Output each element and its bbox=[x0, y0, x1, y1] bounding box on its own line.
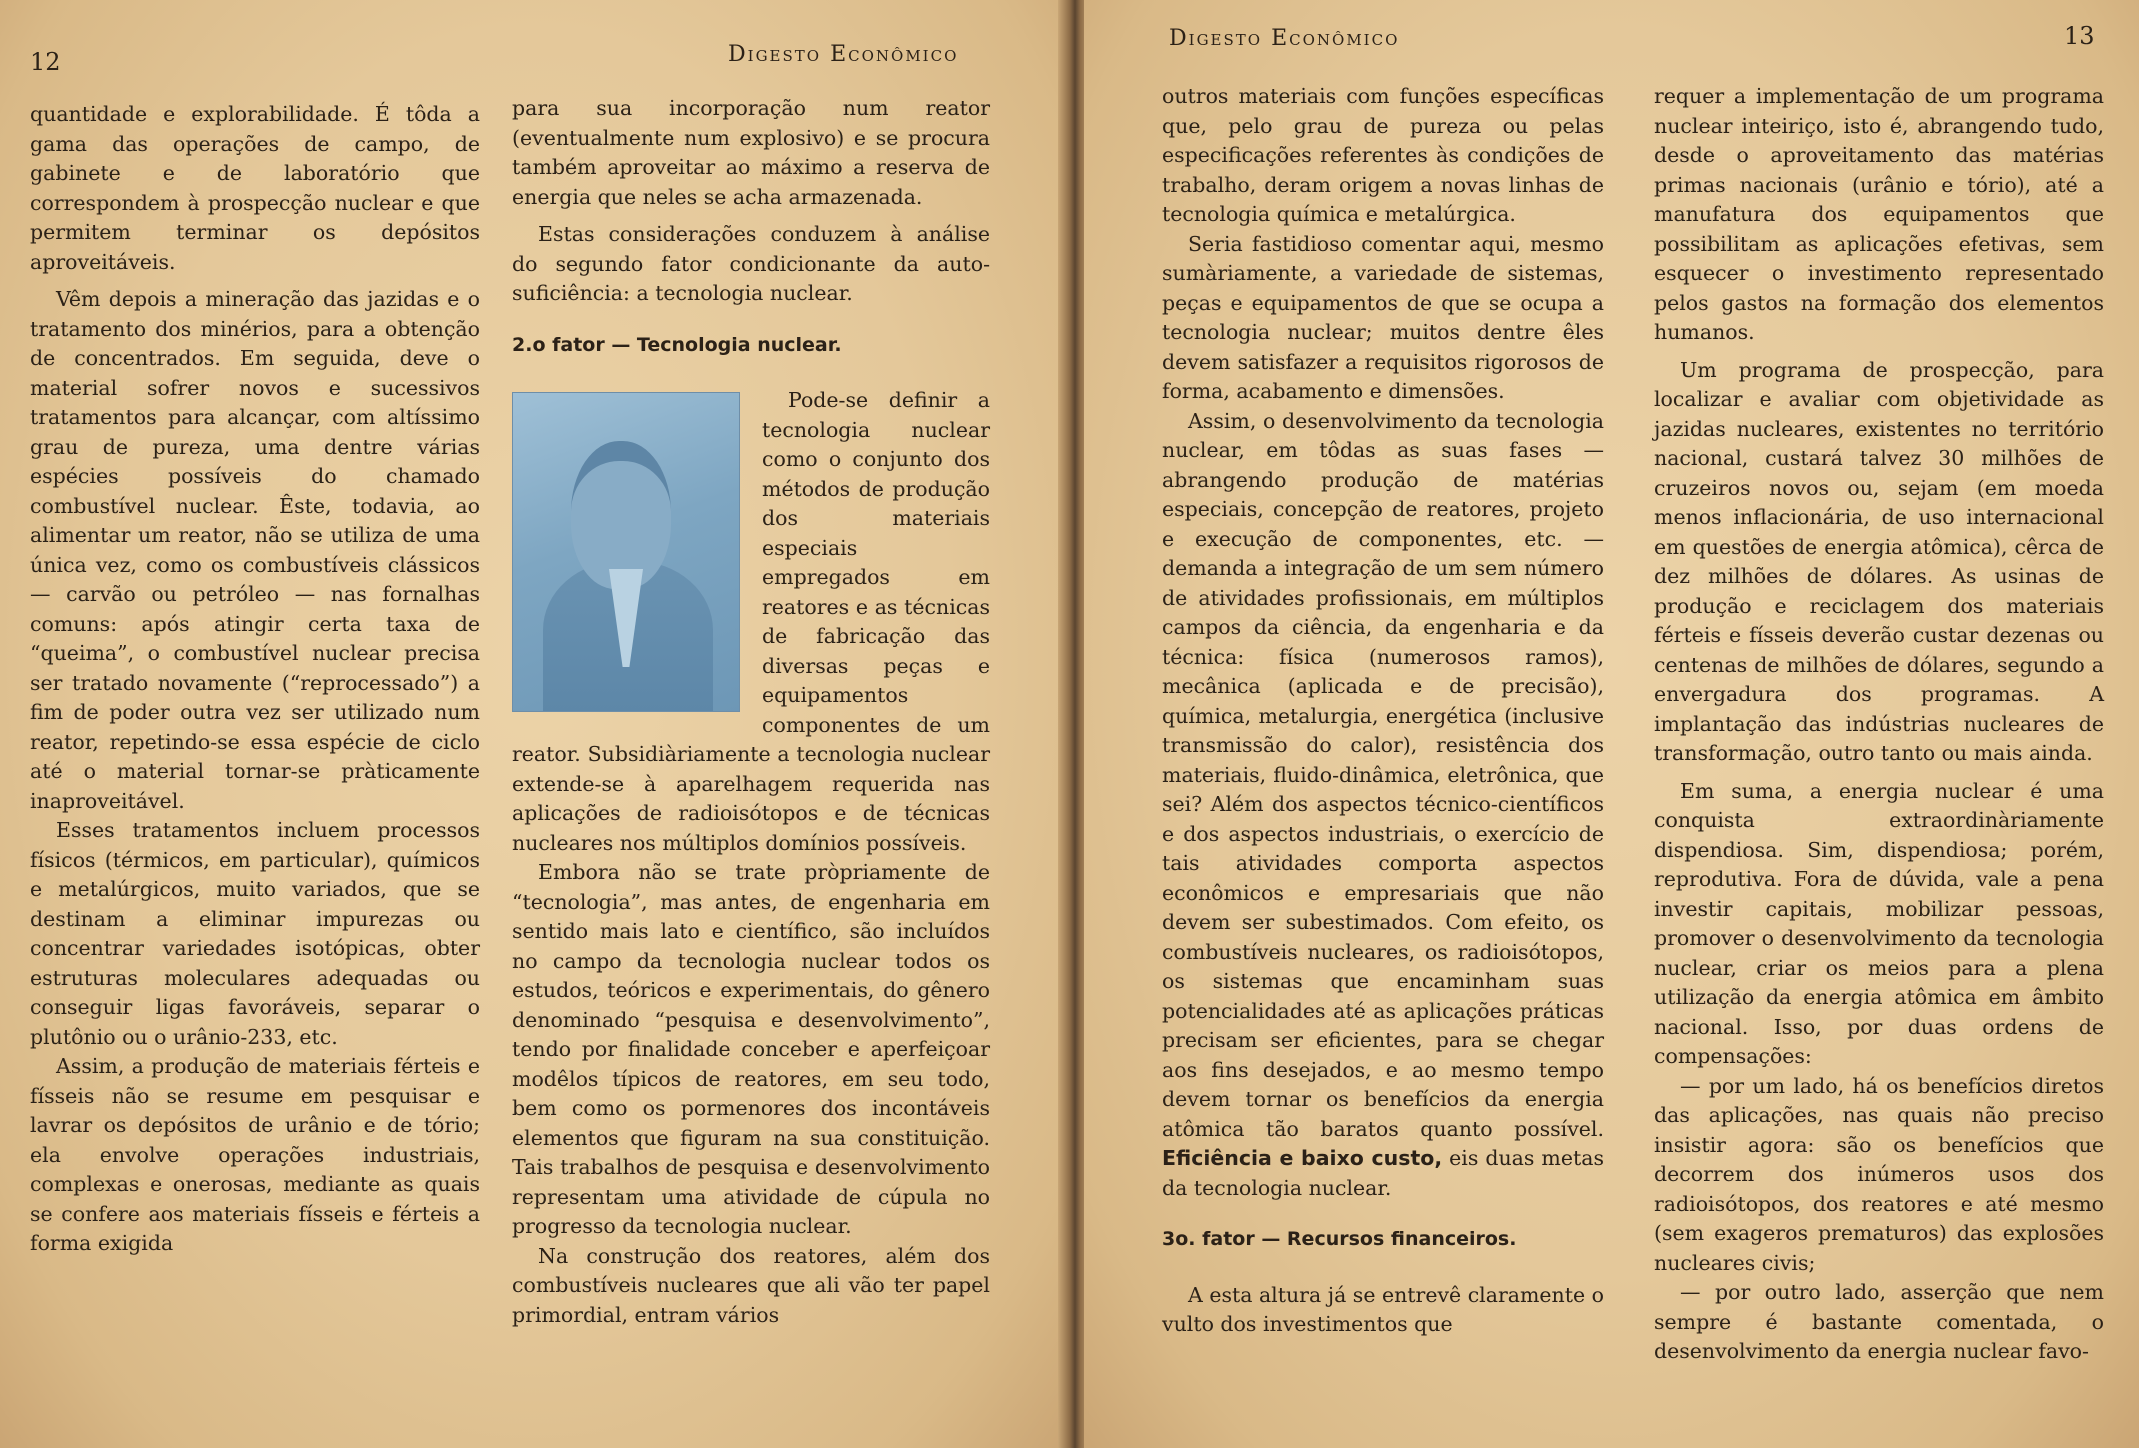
bold-phrase: Eficiência e baixo custo, bbox=[1162, 1146, 1443, 1170]
right-column-1 bbox=[1162, 82, 1604, 1340]
portrait-photo bbox=[512, 392, 740, 712]
page-number: 13 bbox=[2064, 22, 2095, 50]
left-page bbox=[0, 0, 1066, 1448]
paragraph: — por um lado, há os benefícios diretos das aplicações, nas quais não preciso insistir agora: são os benefícios que decorrem dos inúmeros usos dos radioisótopos, dos reatores e até mesmo (sem exageros prematuros) das explosões nucleares civis; bbox=[1654, 1073, 2104, 1275]
right-column-2 bbox=[1654, 82, 2104, 1367]
paragraph: — por outro lado, asserção que nem sempre é bastante comentada, o desenvolvimento da energia nuclear favo- bbox=[1654, 1280, 2104, 1363]
paragraph: Vêm depois a mineração das jazidas e o tratamento dos minérios, para a obtenção de concentrados. Em seguida, deve o material sofrer novos e sucessivos tratamentos para alcançar, com altíssimo grau de pureza, uma dentre várias espécies possíveis do chamado combustível nuclear. Êste, todavia, ao alimentar um reator, não se utiliza de uma única vez, como os combustíveis clássicos — carvão ou petróleo — nas fornalhas comuns: após atingir certa taxa de “queima”, o combustível nuclear precisa ser tratado novamente (“reprocessado”) a fim de poder outra vez ser utilizado num reator, repetindo-se essa espécie de ciclo até o material tornar-se pràticamente inaproveitável. bbox=[30, 287, 480, 813]
paragraph: para sua incorporação num reator (eventualmente num explosivo) e se procura também aproveitar ao máximo a reserva de energia que neles se acha armazenada. bbox=[512, 96, 990, 209]
paragraph: Na construção dos reatores, além dos combustíveis nucleares que ali vão ter papel primordial, entram vários bbox=[512, 1243, 990, 1327]
paragraph: A esta altura já se entrevê claramente o vulto dos investimentos que bbox=[1162, 1282, 1604, 1336]
paragraph: Pode-se definir a tecnologia nuclear como o conjunto dos métodos de produção dos materiais especiais empregados em reatores e as técnicas de fabricação das diversas peças e equipamentos componentes de um reator. Subsidiàriamente a tecnologia nuclear extende-se à aparelhagem requerida nas aplicações de radioisótopos e de técnicas nucleares nos múltiplos domínios possíveis. bbox=[512, 388, 990, 855]
paragraph: quantidade e explorabilidade. É tôda a gama das operações de campo, de gabinete e de laboratório que correspondem à prospecção nuclear e que permitem terminar os depósitos aproveitáveis. bbox=[30, 102, 480, 274]
page-number: 12 bbox=[30, 48, 61, 76]
left-column-1 bbox=[30, 100, 480, 1259]
paragraph: Seria fastidioso comentar aqui, mesmo sumàriamente, a variedade de sistemas, peças e equipamentos de que se ocupa a tecnologia nuclear; muitos dentre êles devem satisfazer a requisitos rigorosos de forma, acabamento e dimensões. bbox=[1162, 231, 1604, 403]
paragraph: Em suma, a energia nuclear é uma conquista extraordinàriamente dispendiosa. Sim, dispendiosa; porém, reprodutiva. Fora de dúvida, vale a pena investir capitais, mobilizar pessoas, promover o desenvolvimento da tecnologia nuclear, criar os meios para a plena utilização da energia atômica em âmbito nacional. Isso, por duas ordens de compensações: bbox=[1654, 778, 2104, 1068]
paragraph: Estas considerações conduzem à análise do segundo fator condicionante da auto-suficiência: a tecnologia nuclear. bbox=[512, 222, 990, 305]
paragraph: Esses tratamentos incluem processos físicos (térmicos, em particular), químicos e metalúrgicos, muito variados, que se destinam a eliminar impurezas ou concentrar variedades isotópicas, obter estruturas moleculares adequadas ou conseguir ligas favoráveis, separar o plutônio ou o urânio-233, etc. bbox=[30, 818, 480, 1049]
paragraph: outros materiais com funções específicas que, pelo grau de pureza ou pelas especificações referentes às condições de trabalho, deram origem a novas linhas de tecnologia química e metalúrgica. bbox=[1162, 84, 1604, 226]
left-column-2 bbox=[512, 94, 990, 1330]
paragraph bbox=[1162, 407, 1604, 1204]
section-heading: 2.o fator — Tecnologia nuclear. bbox=[512, 333, 842, 356]
right-page bbox=[1084, 0, 2139, 1448]
section-heading: 3o. fator — Recursos financeiros. bbox=[1162, 1228, 1517, 1250]
paragraph-tail: eis duas metas da tecnologia nuclear. bbox=[1162, 1146, 1604, 1200]
paragraph: Embora não se trate pròpriamente de “tecnologia”, mas antes, de engenharia em sentido mais lato e científico, são incluídos no campo da tecnologia nuclear todos os estudos, teóricos e experimentais, do gênero denominado “pesquisa e desenvolvimento”, tendo por finalidade conceber e aperfeiçoar modêlos típicos de reatores, em seu todo, bem como os pormenores dos incontáveis elementos que figuram na sua constituição. Tais trabalhos de pesquisa e desenvolvimento representam uma atividade de cúpula no progresso da tecnologia nuclear. bbox=[512, 860, 990, 1238]
running-head: Digesto Econômico bbox=[1169, 26, 1400, 51]
paragraph: Um programa de prospecção, para localizar e avaliar com objetividade as jazidas nucleares, existentes no território nacional, custará talvez 30 milhões de cruzeiros novos ou, sejam (em moeda menos inflacionária, de uso internacional em questões de energia atômica), cêrca de dez milhões de dólares. As usinas de produção e reciclagem dos materiais férteis e físseis deverão custar dezenas ou centenas de milhões de dólares, segundo a envergadura dos programas. A implantação das indústrias nucleares de transformação, outro tanto ou mais ainda. bbox=[1654, 357, 2104, 765]
paragraph: requer a implementação de um programa nuclear inteiriço, isto é, abrangendo tudo, desde o aproveitamento das matérias primas nacionais (urânio e tório), até a manufatura dos equipamentos que possibilitam as aplicações efetivas, sem esquecer o investimento representado pelos gastos na formação dos elementos humanos. bbox=[1654, 84, 2104, 344]
paragraph: Assim, a produção de materiais férteis e físseis não se resume em pesquisar e lavrar os depósitos de urânio e de tório; ela envolve operações industriais, complexas e onerosas, mediante as quais se confere aos materiais físseis e férteis a forma exigida bbox=[30, 1054, 480, 1255]
running-head: Digesto Econômico bbox=[728, 42, 959, 67]
paragraph-text: Assim, o desenvolvimento da tecnologia nuclear, em tôdas as suas fases — abrangendo produção de matérias especiais, concepção de reatores, projeto e execução de componentes, etc. — demanda a integração de um sem número de atividades profissionais, em múltiplos campos da ciência, da engenharia e da técnica: física (numerosos ramos), mecânica (aplicada e de precisão), química, metalurgia, energética (inclusive transmissão do calor), resistência dos materiais, fluido-dinâmica, eletrônica, que sei? Além dos aspectos técnico-científicos e dos aspectos industriais, o exercício de tais atividades comporta aspectos econômicos e empresariais que não devem ser subestimados. Com efeito, os combustíveis nucleares, os radioisótopos, os sistemas que encaminham suas potencialidades até as aplicações práticas precisam ser eficientes, para se chegar aos fins desejados, e ao mesmo tempo devem tornar os benefícios da energia atômica tão baratos quanto possível. bbox=[1162, 408, 1604, 1141]
